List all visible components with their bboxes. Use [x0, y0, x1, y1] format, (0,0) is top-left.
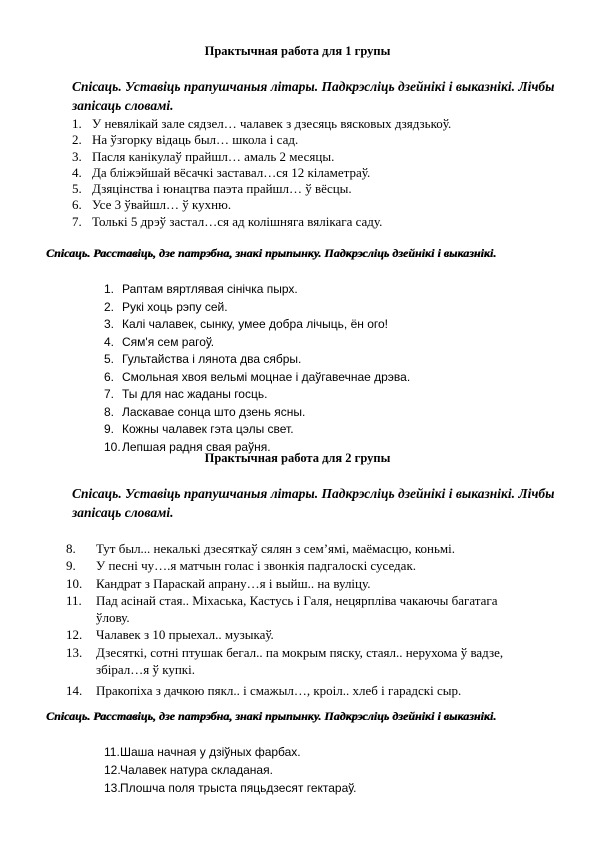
list-item: [104, 299, 410, 317]
item-number: 4.: [72, 164, 82, 180]
item-text: Дзесяткі, сотні птушак бегал.. па мокрым пяску, стаял.. нерухома ў вадзе, збірал…я ў купкі.: [96, 644, 504, 678]
list-item: [72, 197, 451, 213]
list-item: [104, 421, 410, 439]
list-item: [104, 761, 356, 779]
list-item: [104, 779, 356, 797]
item-text: Лепшая радня свая раўня.: [122, 439, 271, 454]
item-text: Ласкавае сонца што дзень ясны.: [122, 404, 306, 419]
item-text: Сям'я сем рагоў.: [122, 334, 215, 349]
group1-title: Практычная работа для 1 групы: [204, 44, 391, 58]
item-text: Кожны чалавек гэта цэлы свет.: [122, 422, 294, 436]
item-number: 9.: [104, 422, 115, 436]
list-item: [66, 682, 526, 699]
item-text: На ўзгорку відаць был… школа і сад.: [92, 132, 299, 148]
list-item: [66, 644, 526, 679]
list-item: [66, 557, 526, 574]
item-text: Пад асінай стая.. Міхаська, Кастусь і Галя, нецярпліва чакаючы багатага ўлову.: [96, 592, 498, 626]
item-text: Дзяцінства і юнацтва паэта прайшл… ў вёсцы.: [92, 181, 352, 197]
group1-instruction2: Спісаць. Расставіць, дзе патрэбна, знакі прыпынку. Падкрэсліць дзейнікі і выказнікі.: [46, 246, 497, 260]
list-item: [72, 214, 451, 230]
group1-instruction: Спісаць. Уставіць прапушчаныя літары. Падкрэсліць дзейнікі і выказнікі. Лічбы запісаць словамі.: [72, 79, 555, 113]
list-item: [104, 743, 356, 761]
group2-title: Практычная работа для 2 групы: [204, 451, 391, 465]
item-text: Калі чалавек, сынку, умее добра лічыць, ён ого!: [122, 317, 388, 331]
item-text: Чалавек натура складаная.: [120, 763, 273, 777]
item-number: 12.: [66, 627, 83, 643]
item-number: 5.: [72, 181, 82, 197]
item-number: 8.: [104, 404, 115, 419]
group2-instruction: Спісаць. Уставіць прапушчаныя літары. Падкрэсліць дзейнікі і выказнікі. Лічбы запісаць словамі.: [72, 486, 555, 520]
item-number: 5.: [104, 352, 115, 366]
item-text: Раптам вяртлявая сінічка пырх.: [122, 282, 298, 296]
list-item: [104, 281, 410, 299]
item-number: 9.: [66, 558, 76, 574]
list-item: [72, 165, 451, 181]
item-text: Рукі хоць рэпу сей.: [122, 299, 228, 314]
item-text: Пракопіха з дачкою пякл.. і смажыл…, кроіл.. хлеб і гарадскі сыр.: [96, 683, 462, 699]
list-item: [66, 626, 526, 643]
item-text: Смольная хвоя вельмі моцнае і даўгавечнае дрэва.: [122, 369, 411, 384]
item-number: 13.: [66, 644, 83, 660]
item-number: 12.: [104, 763, 121, 777]
item-text: Шаша начная у дзіўных фарбах.: [120, 745, 301, 759]
list-item: [66, 540, 526, 557]
item-text: Чалавек з 10 прыехал.. музыкаў.: [96, 627, 274, 643]
item-number: 14.: [66, 683, 83, 699]
list-item: [72, 149, 451, 165]
item-number: 1.: [104, 282, 115, 296]
list-item: [72, 181, 451, 197]
item-text: Пасля канікулаў прайшл… амаль 2 месяцы.: [92, 148, 335, 164]
item-text: Да бліжэйшай вёсачкі заставал…ся 12 кіламетраў.: [92, 164, 371, 180]
item-number: 13.: [104, 781, 121, 795]
item-text: Толькі 5 дрэў застал…ся ад колішняга вялікага саду.: [92, 213, 383, 229]
item-number: 10.: [66, 575, 83, 591]
item-number: 2.: [104, 299, 115, 314]
group2-list2: [104, 743, 356, 797]
item-number: 8.: [66, 541, 76, 556]
list-item: [72, 116, 451, 132]
item-text: Плошча поля трыста пяцьдзесят гектараў.: [120, 781, 357, 795]
item-number: 4.: [104, 334, 115, 349]
group1-list: [72, 116, 451, 230]
list-item: [104, 386, 410, 404]
group2-instruction2: Спісаць. Расставіць, дзе патрэбна, знакі прыпынку. Падкрэсліць дзейнікі і выказнікі.: [46, 709, 497, 723]
item-number: 1.: [72, 116, 82, 131]
item-number: 10.: [104, 439, 121, 454]
list-item: [66, 575, 526, 592]
list-item: [66, 592, 526, 627]
list-item: [104, 404, 410, 422]
group2-list: [66, 540, 526, 700]
list-item: [104, 316, 410, 334]
item-text: У невялікай зале сядзел… чалавек з дзесяць вясковых дзядзькоў.: [92, 116, 452, 131]
item-text: Кандрат з Параскай апрану…я і выйш.. на вуліцу.: [96, 575, 371, 591]
list-item: [104, 351, 410, 369]
list-item: [104, 369, 410, 387]
item-number: 7.: [104, 387, 115, 401]
item-text: Ты для нас жаданы госць.: [122, 387, 268, 401]
item-number: 6.: [104, 369, 115, 384]
item-number: 11.: [104, 745, 120, 759]
item-text: Гультайства і лянота два сябры.: [122, 352, 302, 366]
item-text: У песні чу….я матчын голас і звонкія падгалоскі суседак.: [96, 558, 417, 574]
item-number: 7.: [72, 213, 82, 229]
list-item: [104, 334, 410, 352]
item-text: Тут был... некалькі дзесяткаў сялян з сем’ямі, маёмасцю, коньмі.: [96, 541, 455, 556]
item-number: 6.: [72, 197, 82, 213]
item-number: 3.: [72, 148, 82, 164]
item-text: Усе 3 ўвайшл… ў кухню.: [92, 197, 232, 213]
item-number: 11.: [66, 592, 82, 608]
list-item: [72, 132, 451, 148]
item-number: 3.: [104, 317, 115, 331]
item-number: 2.: [72, 132, 82, 148]
group1-list2: [104, 281, 410, 456]
